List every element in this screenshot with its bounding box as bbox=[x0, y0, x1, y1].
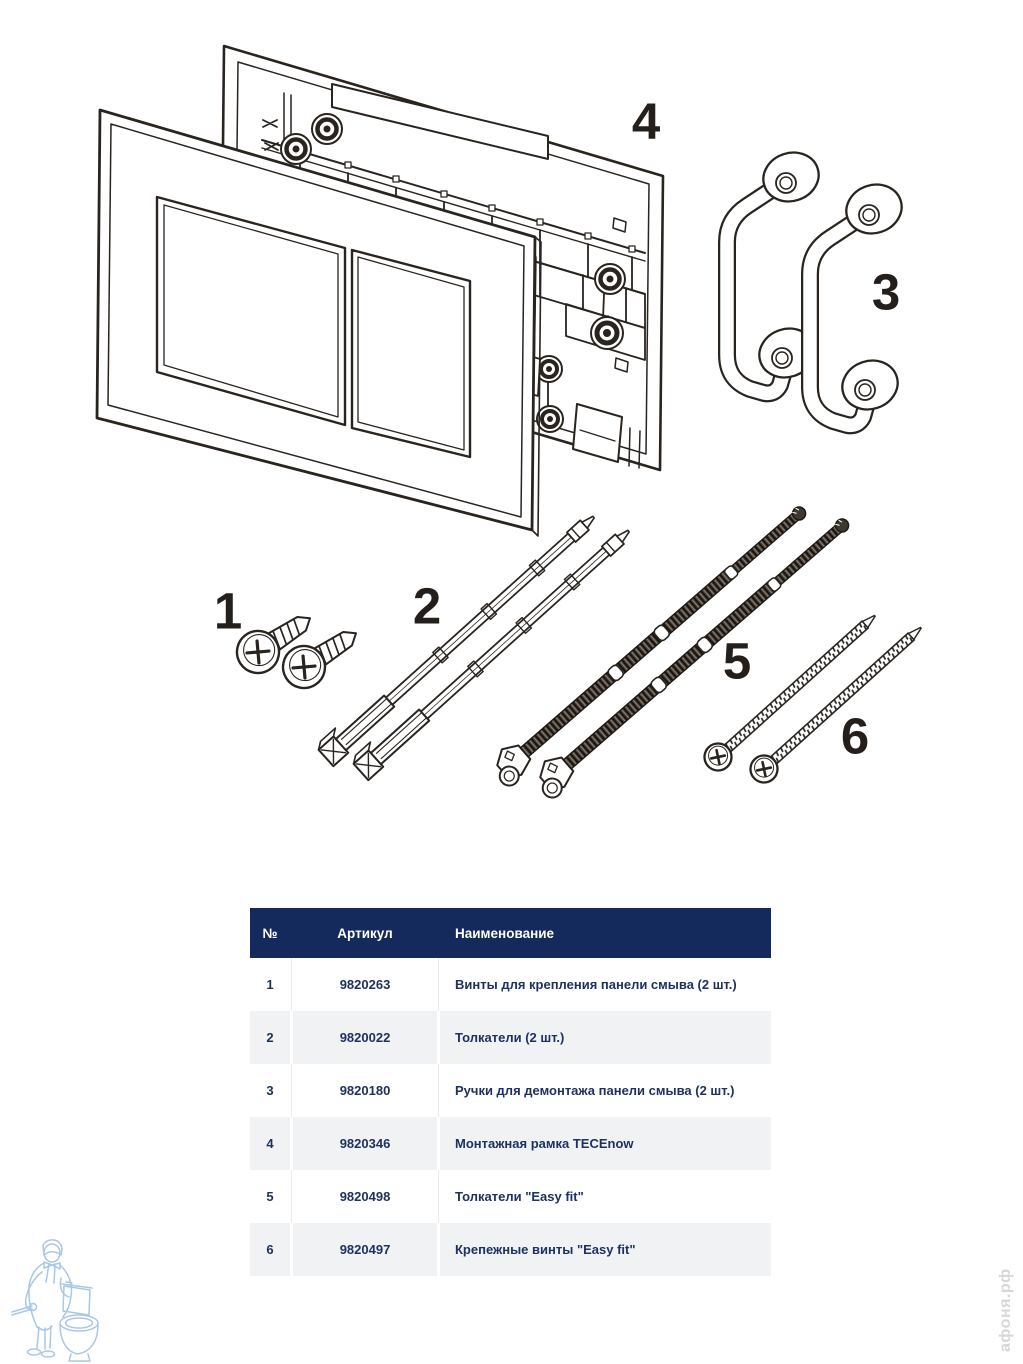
cell-name: Монтажная рамка TECEnow bbox=[455, 1136, 634, 1151]
cell-article: 9820022 bbox=[339, 1030, 391, 1045]
table-header-row bbox=[250, 908, 771, 958]
cell-name: Толкатели (2 шт.) bbox=[455, 1030, 565, 1045]
cell-number: 6 bbox=[266, 1242, 274, 1257]
part-number-label-2: 2 bbox=[412, 577, 442, 635]
header-name: Наименование bbox=[455, 925, 555, 941]
table-row bbox=[250, 958, 771, 1011]
cell-number: 2 bbox=[266, 1030, 274, 1045]
cell-name: Винты для крепления панели смыва (2 шт.) bbox=[455, 977, 737, 992]
cell-article: 9820498 bbox=[339, 1189, 391, 1204]
table-row bbox=[250, 1170, 771, 1223]
table-row bbox=[250, 1064, 771, 1117]
cell-name: Толкатели "Easy fit" bbox=[455, 1189, 584, 1204]
easyfit-pushers-drawing bbox=[486, 496, 859, 801]
header-number: № bbox=[262, 925, 278, 941]
table-row bbox=[250, 1011, 771, 1064]
cell-name: Крепежные винты "Easy fit" bbox=[455, 1242, 636, 1257]
table-row bbox=[250, 1223, 771, 1276]
site-watermark: афоня.рф bbox=[997, 1268, 1014, 1352]
cell-number: 1 bbox=[266, 977, 274, 992]
plumber-logo-watermark bbox=[6, 1236, 116, 1362]
part-number-label-3: 3 bbox=[871, 263, 901, 321]
part-number-label-5: 5 bbox=[722, 632, 752, 690]
cell-article: 9820180 bbox=[339, 1083, 391, 1098]
cell-article: 9820346 bbox=[339, 1136, 391, 1151]
cell-number: 4 bbox=[266, 1136, 274, 1151]
part-number-label-4: 4 bbox=[631, 92, 661, 150]
toilet-icon bbox=[60, 1282, 98, 1361]
part-number-label-1: 1 bbox=[213, 582, 243, 640]
panel-screws-drawing bbox=[229, 601, 367, 696]
cell-article: 9820497 bbox=[339, 1242, 391, 1257]
cell-number: 5 bbox=[266, 1189, 274, 1204]
part-number-label-6: 6 bbox=[840, 707, 870, 765]
table-row bbox=[250, 1117, 771, 1170]
cell-name: Ручки для демонтажа панели смыва (2 шт.) bbox=[455, 1083, 735, 1098]
cell-article: 9820263 bbox=[339, 977, 391, 992]
header-article: Артикул bbox=[337, 925, 393, 941]
flush-button-small bbox=[352, 250, 470, 457]
cell-number: 3 bbox=[266, 1083, 274, 1098]
parts-table bbox=[250, 908, 771, 1276]
